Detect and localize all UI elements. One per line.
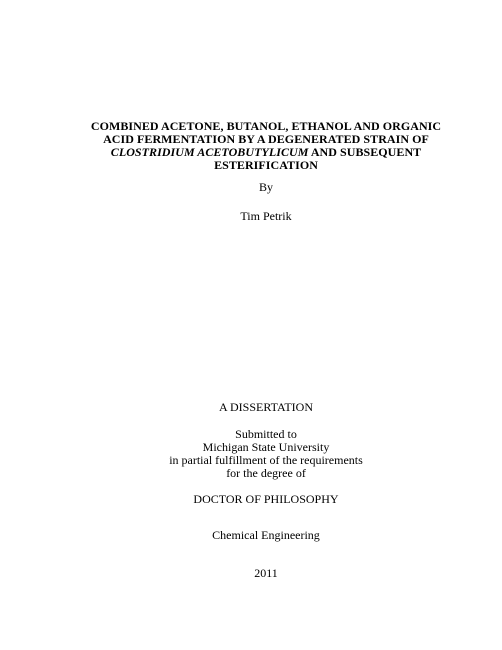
submission-statement: [0, 428, 502, 480]
document-type: A DISSERTATION: [219, 400, 313, 414]
submission-line-1: Submitted to: [235, 427, 297, 441]
title-line-3-rest: AND SUBSEQUENT: [308, 145, 422, 159]
title-organism-name: CLOSTRIDIUM ACETOBUTYLICUM: [110, 145, 309, 159]
title-line-4: ESTERIFICATION: [214, 158, 318, 172]
dissertation-title: [0, 120, 502, 172]
author-name: Tim Petrik: [240, 209, 292, 223]
department-name: Chemical Engineering: [212, 528, 320, 542]
by-label: By: [258, 180, 273, 194]
title-line-2: ACID FERMENTATION BY A DEGENERATED STRAIN OF: [103, 132, 429, 146]
submission-line-4: for the degree of: [226, 466, 306, 480]
submission-line-3: in partial fulfillment of the requirements: [169, 453, 363, 467]
degree-name: DOCTOR OF PHILOSOPHY: [193, 492, 339, 506]
submission-line-2: Michigan State University: [202, 440, 330, 454]
year: 2011: [254, 566, 278, 580]
title-line-1: COMBINED ACETONE, BUTANOL, ETHANOL AND ORGANIC: [90, 119, 442, 133]
